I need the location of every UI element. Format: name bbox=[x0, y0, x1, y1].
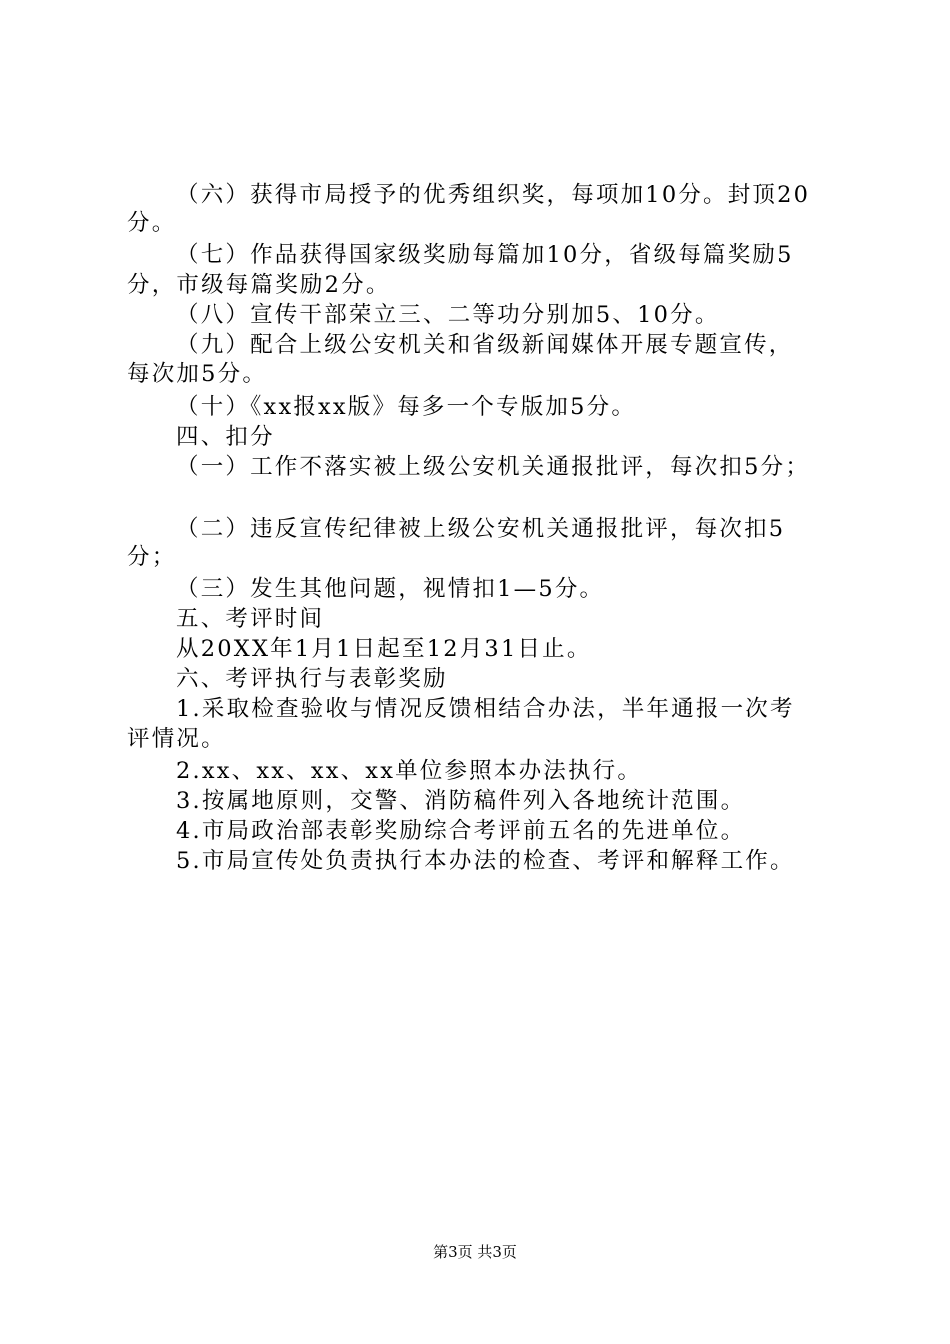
paragraph-line: 3.按属地原则，交警、消防稿件列入各地统计范围。 bbox=[176, 788, 746, 814]
paragraph-line: 5.市局宣传处负责执行本办法的检查、考评和解释工作。 bbox=[176, 848, 795, 874]
paragraph-line: 每次加5分。 bbox=[127, 361, 268, 387]
paragraph-line: （八）宣传干部荣立三、二等功分别加5、10分。 bbox=[176, 302, 720, 328]
section-heading: 四、扣分 bbox=[176, 424, 275, 450]
paragraph-line: （十）《xx报xx版》每多一个专版加5分。 bbox=[176, 394, 637, 420]
paragraph-line: 分，市级每篇奖励2分。 bbox=[127, 272, 391, 298]
paragraph-line: 2.xx、xx、xx、xx单位参照本办法执行。 bbox=[176, 758, 643, 784]
paragraph-line: 评情况。 bbox=[127, 726, 226, 752]
paragraph-line: （三）发生其他问题，视情扣1—5分。 bbox=[176, 576, 605, 602]
paragraph-line: （七）作品获得国家级奖励每篇加10分，省级每篇奖励5 bbox=[176, 242, 794, 268]
paragraph-line: （一）工作不落实被上级公安机关通报批评，每次扣5分； bbox=[176, 454, 811, 480]
paragraph-line: （二）违反宣传纪律被上级公安机关通报批评，每次扣5 bbox=[176, 516, 786, 542]
paragraph-line: （六）获得市局授予的优秀组织奖，每项加10分。封顶20 bbox=[176, 182, 811, 208]
paragraph-line: 4.市局政治部表彰奖励综合考评前五名的先进单位。 bbox=[176, 818, 746, 844]
paragraph-line: （九）配合上级公安机关和省级新闻媒体开展专题宣传， bbox=[176, 332, 794, 358]
section-heading: 五、考评时间 bbox=[176, 606, 325, 632]
section-heading: 六、考评执行与表彰奖励 bbox=[176, 666, 448, 692]
paragraph-line: 分。 bbox=[127, 210, 177, 236]
page-number-footer: 第3页 共3页 bbox=[433, 1243, 517, 1261]
paragraph-line: 1.采取检查验收与情况反馈相结合办法，半年通报一次考 bbox=[176, 696, 795, 722]
paragraph-line: 从20XX年1月1日起至12月31日止。 bbox=[176, 636, 592, 662]
paragraph-line: 分； bbox=[127, 544, 177, 570]
